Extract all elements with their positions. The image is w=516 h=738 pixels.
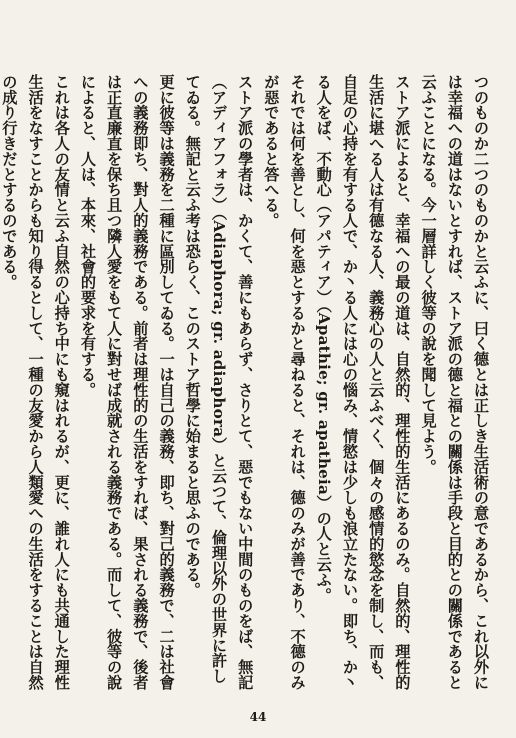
paragraph: 更に彼等は義務を二種に區別してゐる。一は自己の義務、即ち、對己的義務で、二は社會への義務即ち、對人的義務である。前者は理性的の生活をすれば、果される義務で、後者は正直廉直を保ち且つ隣人愛をもて人に對せば成就される義務である。而して、彼等の說によると、人は、本來、社會的要求を有する。 — [78, 74, 176, 690]
paragraph: これは各人の友情と云ふ自然の心持ち中にも窺はれるが、更に、誰れ人にも共通した理性生活をなすことからも知り得るとして、一種の友愛から人類愛への生活をすることは自然の成り行きだとするのである。 — [0, 74, 71, 690]
paragraph: ストア派によると、幸福への最の道は、自然的、理性的生活にあるのみ。自然的、理性的生活に堪へる人は有德なる人、義務心の人と云ふべく、個々の感情的慾念を制し、而も、自足の心持を有する人で、か丶る人には心の惱み、情慾は少しも浪立たない。即ち、か丶る人をば、不動心（アパティア）（Apathie; gr. apatheia）の人と云ふ。 — [314, 74, 412, 690]
paragraph: それでは何を善とし、何を惡とするかと尋ねると、それは、德のみが善であり、不德のみが惡であると答へる。 — [262, 74, 307, 690]
page-number: 44 — [249, 710, 267, 724]
paragraph: ストア派の學者は、かくて、善にもあらず、さりとて、惡でもない中間のものをば、無記（アディアフォラ）（Adiaphora; gr. adiaphora）と云つて、倫理以外の世界に許してゐる。無記と云ふ考は恐らく、このストア哲學に始まると思ふのである。 — [183, 74, 255, 690]
body-text — [0, 74, 494, 694]
paragraph: つのものか二つのものかと云ふに、曰く德とは正しき生活術の意であるから、これ以外には幸福への道はないとすれば、ストア派の德と福との關係は手段と目的との關係であると云ふことになる。今一層詳しく彼等の說を聞して見よう。 — [419, 74, 490, 690]
